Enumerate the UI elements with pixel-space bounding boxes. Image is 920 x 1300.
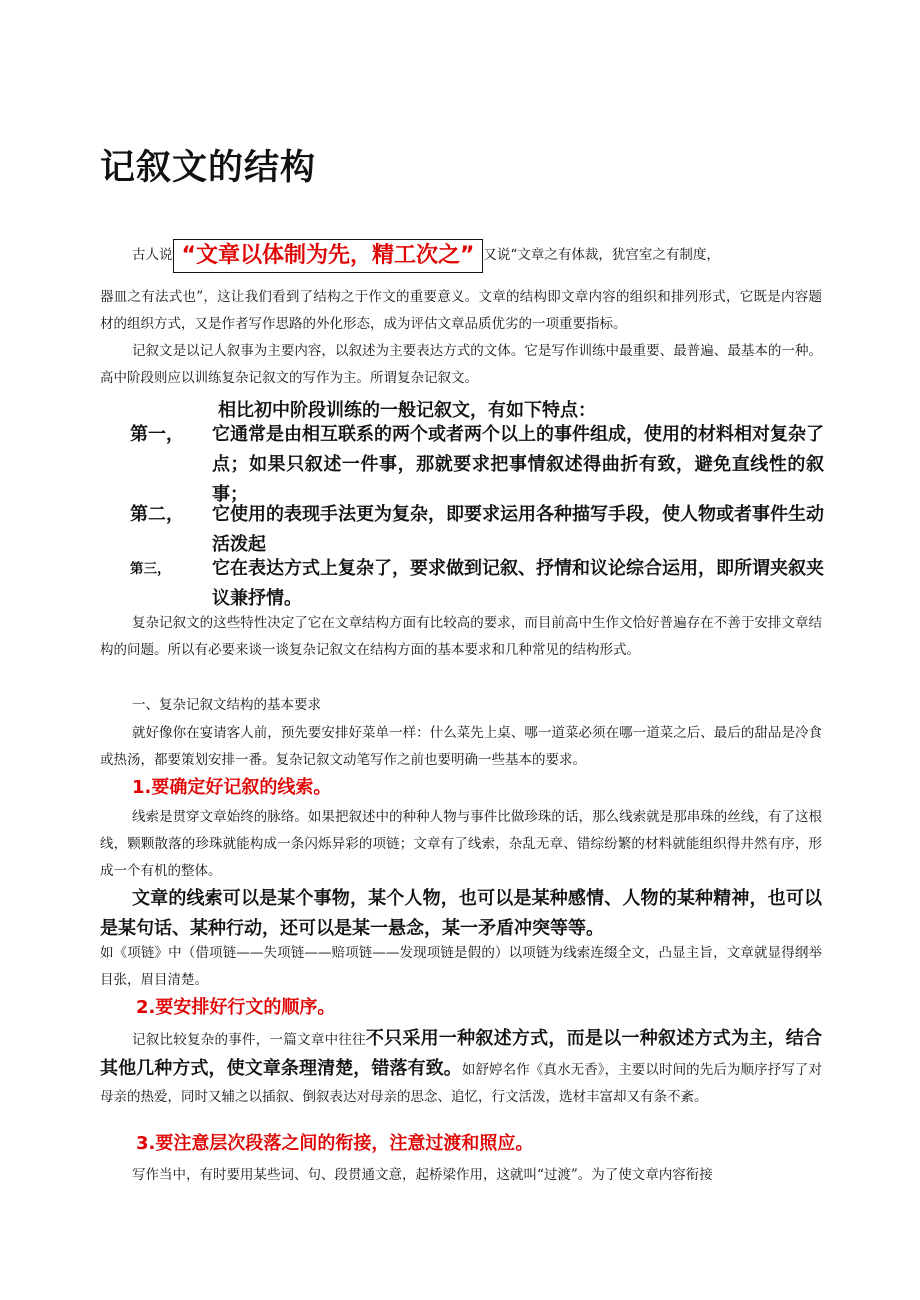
features-intro: 相比初中阶段训练的一般记叙文，有如下特点： bbox=[218, 400, 596, 421]
feature-label: 第二， bbox=[130, 504, 184, 525]
feature-text: 它通常是由相互联系的两个或者两个以上的事件组成，使用的材料相对复杂了点；如果只叙述一件事，那就要求把事情叙述得曲折有致，避免直线性的叙事； bbox=[212, 424, 824, 505]
feature-text: 它使用的表现手法更为复杂，即要求运用各种描写手段，使人物或者事件生动活泼起 bbox=[212, 504, 824, 555]
thread-paragraph: 线索是贯穿文章始终的脉络。如果把叙述中的种种人物与事件比做珍珠的话，那么线索就是那串珠的丝线，有了这根线，颗颗散落的珍珠就能构成一条闪烁异彩的项链；文章有了线索，杂乱无章、错综纷繁的材料就能组织得井然有序，形成一个有机的整体。 bbox=[100, 809, 822, 879]
feature-item bbox=[130, 420, 824, 510]
order-paragraph bbox=[100, 1024, 822, 1111]
feature-item bbox=[130, 500, 824, 560]
menu-paragraph: 就好像你在宴请客人前，预先要安排好菜单一样：什么菜先上桌、哪一道菜必须在哪一道菜之后、最后的甜品是冷食或热汤，都要策划安排一番。复杂记叙文动笔写作之前也要明确一些基本的要求。 bbox=[100, 725, 822, 768]
section-heading: 一、复杂记叙文结构的基本要求 bbox=[132, 697, 321, 713]
thread-emphasis: 文章的线索可以是某个事物，某个人物，也可以是某种感情、人物的某种精神，也可以是某句话、某种行动，还可以是某一悬念，某一矛盾冲突等等。 bbox=[100, 888, 822, 939]
complex-paragraph: 复杂记叙文的这些特性决定了它在文章结构方面有比较高的要求，而目前高中生作文恰好普遍存在不善于安排文章结构的问题。所以有必要来谈一谈复杂记叙文在结构方面的基本要求和几种常见的结构形式。 bbox=[100, 615, 822, 658]
order-emphasis: 不只采用一种叙述方式，而是以一种叙述方式为主，结合其他几种方式，使文章条理清楚，错落有致。 bbox=[100, 1028, 823, 1079]
intro-first-line bbox=[132, 238, 720, 273]
requirement-heading: 3.要注意层次段落之间的衔接，注意过渡和照应。 bbox=[136, 1133, 534, 1154]
thread-example: 如《项链》中（借项链——失项链——赔项链——发现项链是假的）以项链为线索连缀全文，凸显主旨，文章就显得纲举目张，眉目清楚。 bbox=[100, 945, 822, 988]
intro-lead: 古人说 bbox=[132, 247, 173, 263]
feature-item bbox=[130, 554, 824, 614]
order-lead: 记叙比较复杂的事件，一篇文章中往往 bbox=[132, 1032, 366, 1048]
highlighted-quote: “文章以体制为先，精工次之” bbox=[173, 239, 484, 273]
requirement-heading: 1.要确定好记叙的线索。 bbox=[132, 777, 332, 798]
definition-paragraph: 记叙文是以记人叙事为主要内容，以叙述为主要表达方式的文体。它是写作训练中最重要、最普遍、最基本的一种。高中阶段则应以训练复杂记叙文的写作为主。所谓复杂记叙文。 bbox=[100, 343, 822, 386]
intro-after-quote: 又说“文章之有体裁，犹宫室之有制度， bbox=[483, 247, 720, 263]
requirement-heading: 2.要安排好行文的顺序。 bbox=[136, 997, 336, 1018]
feature-label: 第三， bbox=[130, 561, 171, 577]
intro-paragraph: 器皿之有法式也”，这让我们看到了结构之于作文的重要意义。文章的结构即文章内容的组织和排列形式，它既是内容题材的组织方式，又是作者写作思路的外化形态，成为评估文章品质优劣的一项重要指标。 bbox=[100, 289, 822, 332]
transition-paragraph: 写作当中，有时要用某些词、句、段贯通文意，起桥梁作用，这就叫“过渡”。为了使文章内容衔接 bbox=[132, 1167, 713, 1183]
page-title: 记叙文的结构 bbox=[100, 148, 317, 188]
order-example: 如舒婷名作《真水无香》，主要以时间的先后为顺序抒写了对母亲的热爱，同时又辅之以插叙、倒叙表达对母亲的思念、追忆，行文活泼，选材丰富却又有条不紊。 bbox=[100, 1062, 823, 1105]
feature-text: 它在表达方式上复杂了，要求做到记叙、抒情和议论综合运用，即所谓夹叙夹议兼抒情。 bbox=[212, 558, 824, 609]
feature-label: 第一， bbox=[130, 424, 184, 445]
